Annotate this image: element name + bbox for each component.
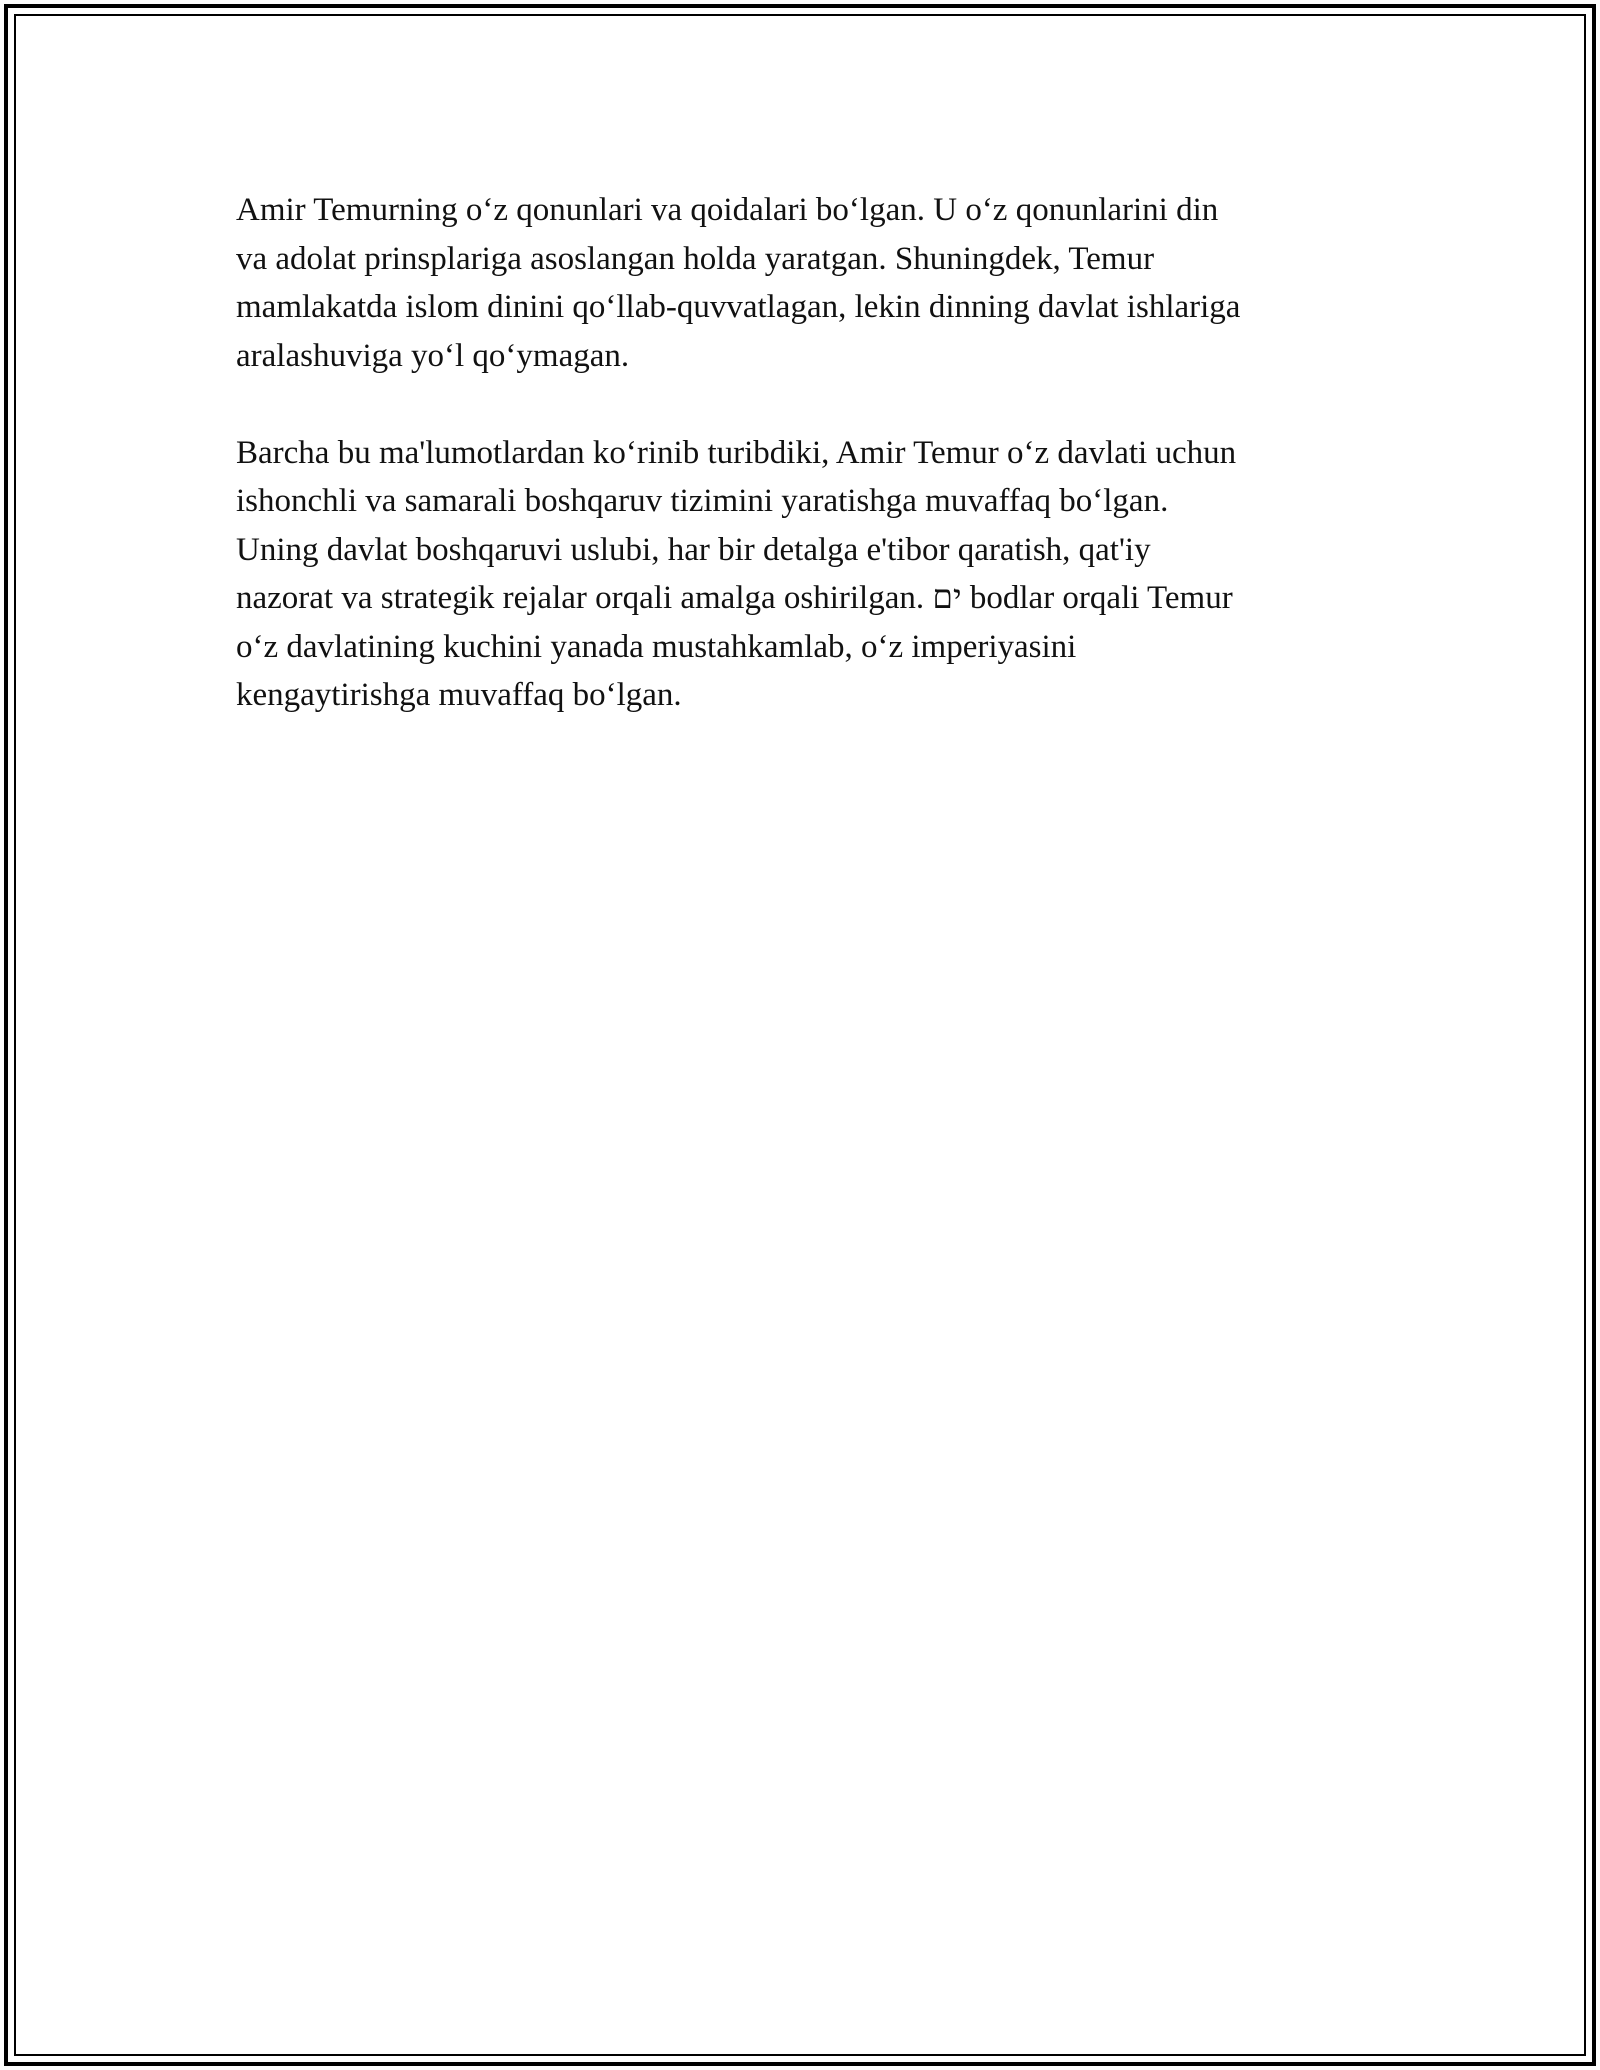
paragraph-2 [236, 429, 1366, 720]
paragraph-1 [236, 186, 1366, 380]
text-line: va adolat prinsplariga asoslangan holda yaratgan. Shuningdek, Temur [236, 240, 1155, 277]
document-body [236, 186, 1366, 768]
text-line: kengaytirishga muvaffaq bo‘lgan. [236, 677, 682, 713]
text-line: Uning davlat boshqaruvi uslubi, har bir detalga e'tibor qaratish, qat'iy [236, 531, 1151, 568]
text-line: mamlakatda islom dinini qo‘llab-quvvatlagan, lekin dinning davlat ishlariga [236, 289, 1241, 325]
text-line: nazorat va strategik rejalar orqali amalga oshirilgan. ים bodlar orqali Temur [236, 580, 1233, 616]
text-line: aralashuviga yo‘l qo‘ymagan. [236, 337, 630, 374]
text-line: Amir Temurning o‘z qonunlari va qoidalari bo‘lgan. U o‘z qonunlarini din [236, 192, 1219, 228]
text-line: o‘z davlatining kuchini yanada mustahkamlab, o‘z imperiyasini [236, 628, 1077, 665]
text-line: Barcha bu ma'lumotlardan ko‘rinib turibdiki, Amir Temur o‘z davlati uchun [236, 434, 1237, 471]
text-line: ishonchli va samarali boshqaruv tizimini yaratishga muvaffaq bo‘lgan. [236, 483, 1169, 519]
